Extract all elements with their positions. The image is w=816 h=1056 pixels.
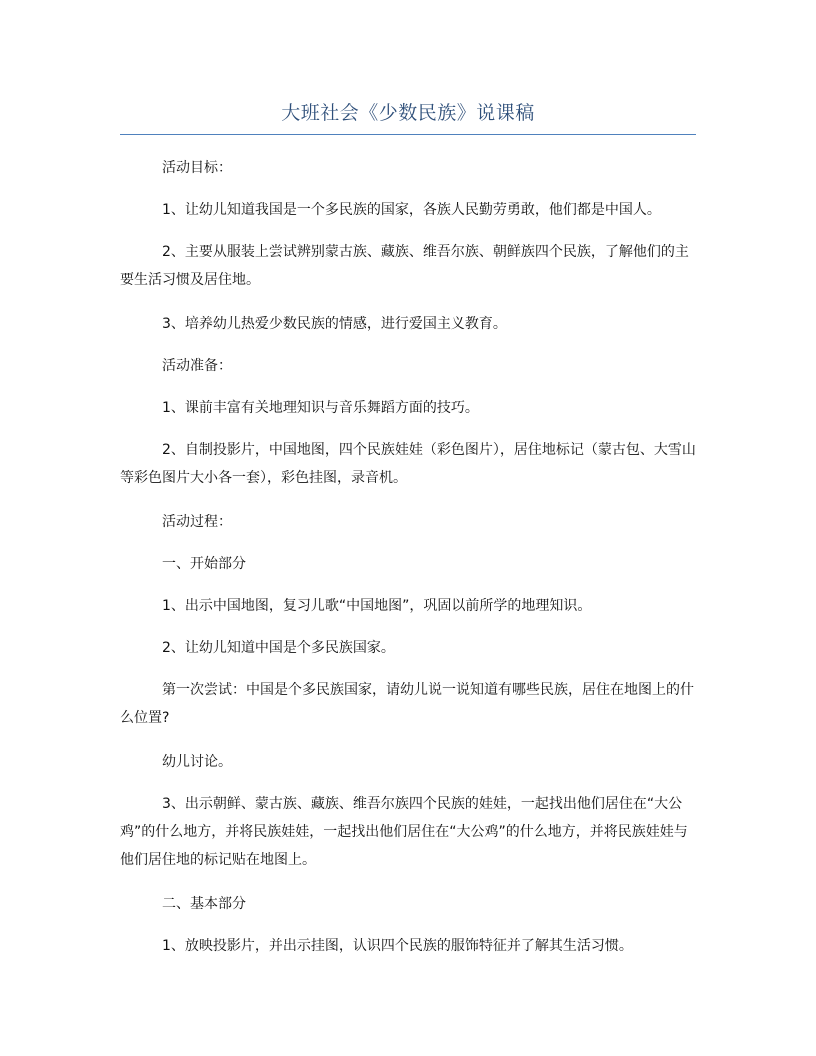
- paragraph: 2、主要从服装上尝试辨别蒙古族、藏族、维吾尔族、朝鲜族四个民族，了解他们的主要生活习惯及居住地。: [120, 244, 689, 288]
- paragraph: 1、出示中国地图，复习儿歌“中国地图”，巩固以前所学的地理知识。: [162, 598, 592, 614]
- title-divider: [120, 134, 696, 135]
- section-heading-goals: 活动目标：: [162, 160, 232, 176]
- paragraph: 1、让幼儿知道我国是一个多民族的国家，各族人民勤劳勇敢，他们都是中国人。: [162, 202, 661, 218]
- paragraph: 幼儿讨论。: [162, 754, 232, 770]
- paragraph: 1、课前丰富有关地理知识与音乐舞蹈方面的技巧。: [162, 400, 479, 416]
- paragraph: 1、放映投影片，并出示挂图，认识四个民族的服饰特征并了解其生活习惯。: [162, 938, 633, 954]
- section-heading-preparation: 活动准备：: [162, 358, 232, 374]
- paragraph: 第一次尝试：中国是个多民族国家，请幼儿说一说知道有哪些民族，居住在地图上的什么位置?: [120, 682, 694, 726]
- paragraph: 2、自制投影片，中国地图，四个民族娃娃（彩色图片），居住地标记（蒙古包、大雪山等彩色图片大小各一套），彩色挂图，录音机。: [120, 442, 696, 486]
- subsection-heading-basic: 二、基本部分: [162, 896, 246, 912]
- subsection-heading-opening: 一、开始部分: [162, 556, 246, 572]
- document-title: 大班社会《少数民族》说课稿: [281, 102, 535, 124]
- paragraph: 3、出示朝鲜、蒙古族、藏族、维吾尔族四个民族的娃娃，一起找出他们居住在“大公鸡”的什么地方，并将民族娃娃，一起找出他们居住在“大公鸡”的什么地方，并将民族娃娃与他们居住地的标记贴在地图上。: [120, 796, 688, 868]
- paragraph: 3、培养幼儿热爱少数民族的情感，进行爱国主义教育。: [162, 316, 507, 332]
- section-heading-process: 活动过程：: [162, 514, 232, 530]
- paragraph: 2、让幼儿知道中国是个多民族国家。: [162, 640, 395, 656]
